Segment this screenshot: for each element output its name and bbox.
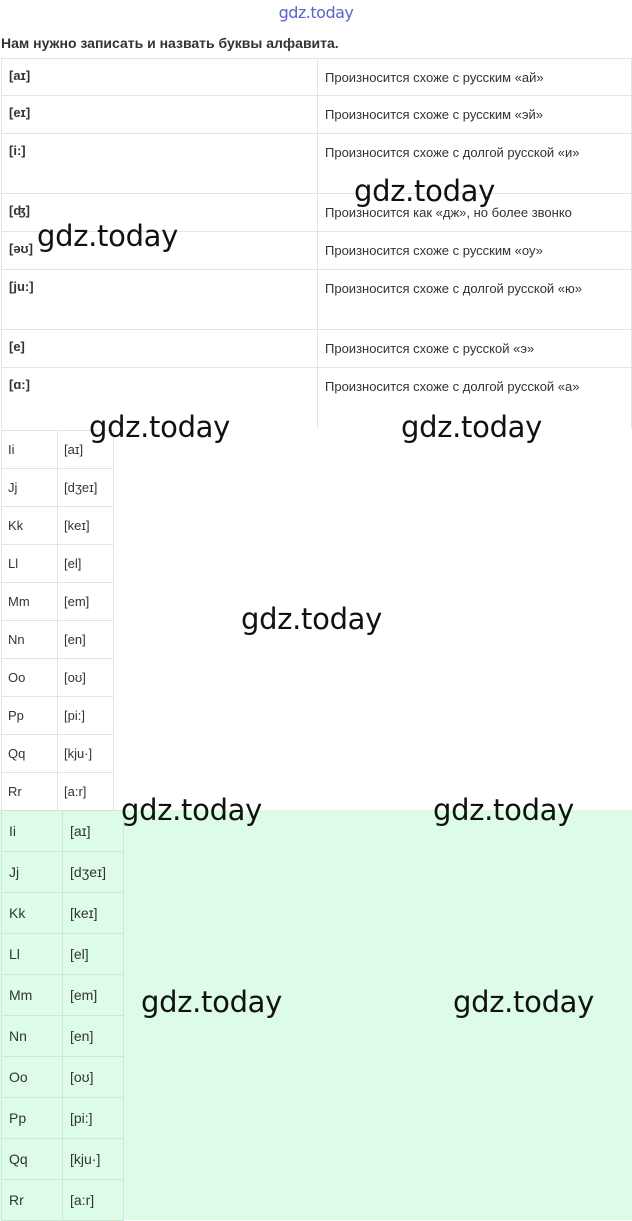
- watermark: gdz.today: [121, 793, 263, 827]
- transcription-cell: [keɪ]: [63, 893, 124, 934]
- watermark: gdz.today: [453, 985, 595, 1019]
- table-row: [2, 431, 114, 469]
- watermark: gdz.today: [37, 219, 179, 253]
- letter-cell: Pp: [2, 697, 58, 735]
- sound-description: Произносится схоже с русским «ай»: [318, 59, 632, 96]
- transcription-cell: [aɪ]: [58, 431, 114, 469]
- transcription-cell: [keɪ]: [58, 507, 114, 545]
- sound-description: Произносится схоже с долгой русской «а»: [318, 368, 632, 428]
- transcription-cell: [dʒeɪ]: [58, 469, 114, 507]
- transcription-cell: [en]: [58, 621, 114, 659]
- letter-cell: Pp: [2, 1098, 63, 1139]
- sound-symbol: [ɑ:]: [2, 368, 318, 428]
- table-row: [2, 368, 632, 428]
- transcription-cell: [oʊ]: [58, 659, 114, 697]
- watermark: gdz.today: [354, 174, 496, 208]
- transcription-cell: [aɪ]: [63, 811, 124, 852]
- sound-symbol: [eɪ]: [2, 96, 318, 134]
- transcription-cell: [kju·]: [58, 735, 114, 773]
- sound-description: Произносится схоже с долгой русской «и»: [318, 134, 632, 194]
- table-row: [2, 659, 114, 697]
- letter-cell: Ll: [2, 545, 58, 583]
- transcription-cell: [a:r]: [58, 773, 114, 811]
- letter-cell: Kk: [2, 507, 58, 545]
- table-row: [2, 697, 114, 735]
- letter-cell: Jj: [2, 469, 58, 507]
- transcription-cell: [en]: [63, 1016, 124, 1057]
- intro-heading: Нам нужно записать и назвать буквы алфавита.: [1, 35, 339, 51]
- letter-cell: Oo: [2, 1057, 63, 1098]
- table-row: [2, 134, 632, 194]
- transcription-cell: [kju·]: [63, 1139, 124, 1180]
- sound-description: Произносится схоже с русским «оу»: [318, 232, 632, 270]
- table-row: [2, 1016, 124, 1057]
- watermark: gdz.today: [433, 793, 575, 827]
- table-row: [2, 735, 114, 773]
- table-row: [2, 583, 114, 621]
- transcription-cell: [em]: [58, 583, 114, 621]
- watermark: gdz.today: [141, 985, 283, 1019]
- watermark: gdz.today: [401, 410, 543, 444]
- table-row: [2, 232, 632, 270]
- sound-symbol: [ʤ]: [2, 194, 318, 232]
- sound-symbol: [əʊ]: [2, 232, 318, 270]
- letters-table: [1, 430, 114, 811]
- sound-symbol: [aɪ]: [2, 59, 318, 96]
- table-row: [2, 852, 124, 893]
- table-row: [2, 893, 124, 934]
- sound-description: Произносится как «дж», но более звонко: [318, 194, 632, 232]
- sound-description: Произносится схоже с русской «э»: [318, 330, 632, 368]
- letters-table-highlighted: [1, 810, 124, 1221]
- letter-cell: Jj: [2, 852, 63, 893]
- table-row: [2, 270, 632, 330]
- table-row: [2, 194, 632, 232]
- letter-cell: Qq: [2, 735, 58, 773]
- letter-cell: Mm: [2, 583, 58, 621]
- watermark: gdz.today: [241, 602, 383, 636]
- transcription-cell: [el]: [58, 545, 114, 583]
- table-row: [2, 1098, 124, 1139]
- table-row: [2, 469, 114, 507]
- table-row: [2, 545, 114, 583]
- table-row: [2, 773, 114, 811]
- transcription-cell: [oʊ]: [63, 1057, 124, 1098]
- table-row: [2, 811, 124, 852]
- transcription-cell: [dʒeɪ]: [63, 852, 124, 893]
- letter-cell: Rr: [2, 773, 58, 811]
- transcription-cell: [el]: [63, 934, 124, 975]
- table-row: [2, 621, 114, 659]
- watermark: gdz.today: [89, 410, 231, 444]
- letter-cell: Ii: [2, 431, 58, 469]
- table-row: [2, 934, 124, 975]
- transcription-cell: [a:r]: [63, 1180, 124, 1221]
- sound-description: Произносится схоже с долгой русской «ю»: [318, 270, 632, 330]
- letter-cell: Ll: [2, 934, 63, 975]
- transcription-cell: [pi:]: [58, 697, 114, 735]
- letter-cell: Oo: [2, 659, 58, 697]
- site-logo[interactable]: gdz.today: [278, 3, 354, 22]
- table-row: [2, 1180, 124, 1221]
- table-row: [2, 507, 114, 545]
- table-row: [2, 1057, 124, 1098]
- transcription-cell: [em]: [63, 975, 124, 1016]
- letter-cell: Kk: [2, 893, 63, 934]
- sound-description: Произносится схоже с русским «эй»: [318, 96, 632, 134]
- letter-cell: Nn: [2, 1016, 63, 1057]
- letter-cell: Qq: [2, 1139, 63, 1180]
- letter-cell: Ii: [2, 811, 63, 852]
- letter-cell: Mm: [2, 975, 63, 1016]
- transcription-cell: [pi:]: [63, 1098, 124, 1139]
- sound-symbol: [ju:]: [2, 270, 318, 330]
- table-row: [2, 1139, 124, 1180]
- table-row: [2, 59, 632, 96]
- table-row: [2, 975, 124, 1016]
- table-row: [2, 96, 632, 134]
- sound-symbol: [i:]: [2, 134, 318, 194]
- table-row: [2, 330, 632, 368]
- sound-table: [1, 58, 632, 428]
- letter-cell: Rr: [2, 1180, 63, 1221]
- sound-symbol: [e]: [2, 330, 318, 368]
- letter-cell: Nn: [2, 621, 58, 659]
